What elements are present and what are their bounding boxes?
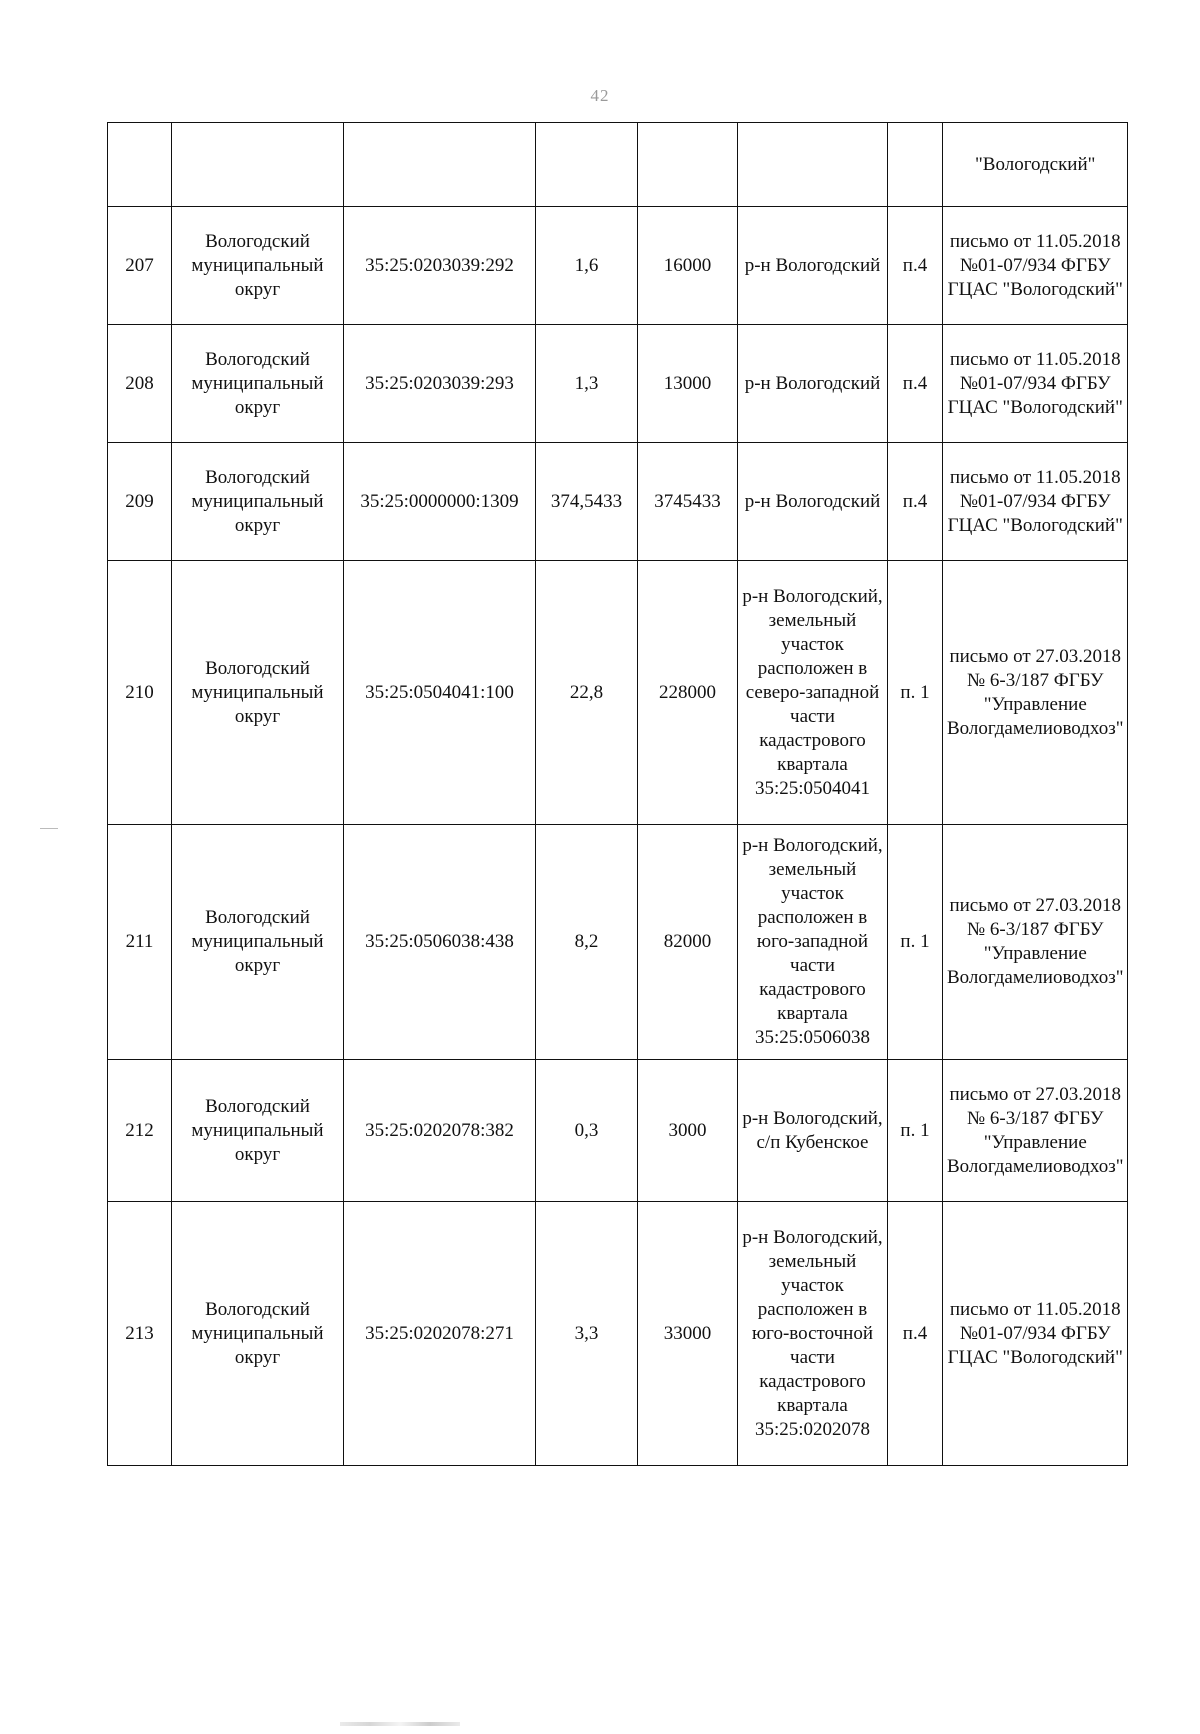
cell-note: письмо от 11.05.2018 №01-07/934 ФГБУ ГЦАС "Вологодский" bbox=[943, 325, 1128, 443]
cell-location: р-н Вологодский, земельный участок расположен в юго-западной части кадастрового квартала 35:25:0506038 bbox=[738, 825, 888, 1060]
table-row bbox=[108, 1202, 1128, 1466]
cell-area-ha bbox=[536, 123, 638, 207]
cell-num: 213 bbox=[108, 1202, 172, 1466]
cell-owner: Вологодский муниципальный округ bbox=[172, 561, 344, 825]
cell-area-ha: 22,8 bbox=[536, 561, 638, 825]
table-row bbox=[108, 1060, 1128, 1202]
cell-area-m2: 16000 bbox=[638, 207, 738, 325]
cell-owner: Вологодский муниципальный округ bbox=[172, 1202, 344, 1466]
cell-area-m2: 13000 bbox=[638, 325, 738, 443]
cell-clause: п.4 bbox=[888, 207, 943, 325]
cell-num: 207 bbox=[108, 207, 172, 325]
land-plots-table bbox=[107, 122, 1128, 1466]
table-row bbox=[108, 561, 1128, 825]
margin-mark bbox=[40, 828, 58, 829]
cell-area-m2: 3000 bbox=[638, 1060, 738, 1202]
cell-owner: Вологодский муниципальный округ bbox=[172, 207, 344, 325]
cell-note: "Вологодский" bbox=[943, 123, 1128, 207]
table-row-continuation bbox=[108, 123, 1128, 207]
cell-location: р-н Вологодский bbox=[738, 443, 888, 561]
cell-num: 212 bbox=[108, 1060, 172, 1202]
cell-clause: п. 1 bbox=[888, 561, 943, 825]
cell-num: 208 bbox=[108, 325, 172, 443]
cell-area-ha: 0,3 bbox=[536, 1060, 638, 1202]
cell-location: р-н Вологодский, земельный участок расположен в северо-западной части кадастрового квартала 35:25:0504041 bbox=[738, 561, 888, 825]
cell-area-ha: 1,6 bbox=[536, 207, 638, 325]
cell-area-ha: 1,3 bbox=[536, 325, 638, 443]
cell-cadastral bbox=[344, 123, 536, 207]
cell-num: 211 bbox=[108, 825, 172, 1060]
cell-area-m2: 228000 bbox=[638, 561, 738, 825]
cell-cadastral: 35:25:0202078:382 bbox=[344, 1060, 536, 1202]
scan-artifact bbox=[340, 1722, 460, 1726]
cell-clause: п. 1 bbox=[888, 1060, 943, 1202]
table-row bbox=[108, 325, 1128, 443]
cell-cadastral: 35:25:0504041:100 bbox=[344, 561, 536, 825]
cell-cadastral: 35:25:0202078:271 bbox=[344, 1202, 536, 1466]
table-row bbox=[108, 207, 1128, 325]
cell-note: письмо от 27.03.2018 № 6-3/187 ФГБУ "Управление Вологдамелиоводхоз" bbox=[943, 561, 1128, 825]
cell-owner: Вологодский муниципальный округ bbox=[172, 443, 344, 561]
cell-clause: п. 1 bbox=[888, 825, 943, 1060]
cell-cadastral: 35:25:0203039:293 bbox=[344, 325, 536, 443]
page-number: 42 bbox=[590, 86, 610, 105]
cell-clause: п.4 bbox=[888, 1202, 943, 1466]
cell-clause: п.4 bbox=[888, 325, 943, 443]
cell-clause: п.4 bbox=[888, 443, 943, 561]
cell-clause bbox=[888, 123, 943, 207]
cell-location: р-н Вологодский, с/п Кубенское bbox=[738, 1060, 888, 1202]
cell-location bbox=[738, 123, 888, 207]
cell-cadastral: 35:25:0506038:438 bbox=[344, 825, 536, 1060]
cell-area-m2: 82000 bbox=[638, 825, 738, 1060]
cell-owner: Вологодский муниципальный округ bbox=[172, 325, 344, 443]
cell-area-m2: 33000 bbox=[638, 1202, 738, 1466]
cell-owner: Вологодский муниципальный округ bbox=[172, 1060, 344, 1202]
table-row bbox=[108, 825, 1128, 1060]
cell-cadastral: 35:25:0203039:292 bbox=[344, 207, 536, 325]
cell-num bbox=[108, 123, 172, 207]
cell-area-m2 bbox=[638, 123, 738, 207]
cell-note: письмо от 11.05.2018 №01-07/934 ФГБУ ГЦАС "Вологодский" bbox=[943, 443, 1128, 561]
cell-location: р-н Вологодский bbox=[738, 325, 888, 443]
table-row bbox=[108, 443, 1128, 561]
cell-owner: Вологодский муниципальный округ bbox=[172, 825, 344, 1060]
cell-cadastral: 35:25:0000000:1309 bbox=[344, 443, 536, 561]
cell-note: письмо от 27.03.2018 № 6-3/187 ФГБУ "Управление Вологдамелиоводхоз" bbox=[943, 1060, 1128, 1202]
cell-num: 209 bbox=[108, 443, 172, 561]
cell-location: р-н Вологодский, земельный участок расположен в юго-восточной части кадастрового квартала 35:25:0202078 bbox=[738, 1202, 888, 1466]
cell-location: р-н Вологодский bbox=[738, 207, 888, 325]
cell-note: письмо от 11.05.2018 №01-07/934 ФГБУ ГЦАС "Вологодский" bbox=[943, 207, 1128, 325]
cell-area-m2: 3745433 bbox=[638, 443, 738, 561]
cell-area-ha: 8,2 bbox=[536, 825, 638, 1060]
cell-area-ha: 374,5433 bbox=[536, 443, 638, 561]
cell-num: 210 bbox=[108, 561, 172, 825]
cell-note: письмо от 27.03.2018 № 6-3/187 ФГБУ "Управление Вологдамелиоводхоз" bbox=[943, 825, 1128, 1060]
cell-owner bbox=[172, 123, 344, 207]
cell-area-ha: 3,3 bbox=[536, 1202, 638, 1466]
cell-note: письмо от 11.05.2018 №01-07/934 ФГБУ ГЦАС "Вологодский" bbox=[943, 1202, 1128, 1466]
